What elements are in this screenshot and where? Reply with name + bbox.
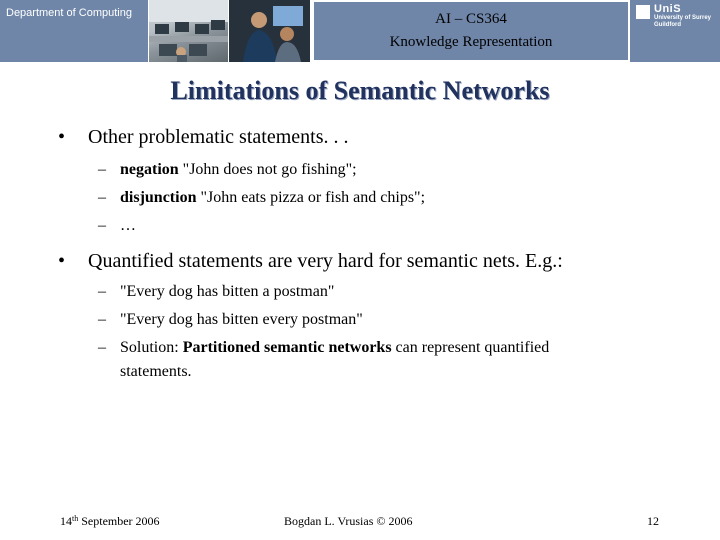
dash-icon: – bbox=[98, 189, 106, 206]
sub-bullet-text: statements. bbox=[120, 363, 192, 380]
logo-name-line2: Guildford bbox=[654, 22, 681, 28]
page-number: 12 bbox=[647, 514, 659, 528]
sub-bullet-text: "Every dog has bitten every postman" bbox=[120, 311, 363, 328]
dash-icon: – bbox=[98, 283, 106, 300]
sub-bullet-text: disjunction "John eats pizza or fish and chips"; bbox=[120, 189, 426, 206]
footer-date: 14th September 2006 bbox=[60, 514, 160, 528]
bullet-text: Quantified statements are very hard for semantic nets. E.g.: bbox=[88, 250, 563, 272]
bullet-dot-icon: • bbox=[58, 250, 66, 272]
sub-bullet-text: negation "John does not go fishing"; bbox=[120, 161, 357, 178]
logo-wordmark: UniS bbox=[654, 3, 682, 15]
dash-icon: – bbox=[98, 161, 106, 178]
department-banner bbox=[0, 0, 148, 62]
logo-name-line1: University of Surrey bbox=[654, 15, 712, 21]
computer-lab-photo bbox=[148, 0, 228, 62]
logo-inner bbox=[634, 3, 718, 33]
dash-icon: – bbox=[98, 311, 106, 328]
sub-bullet-text: … bbox=[120, 217, 136, 234]
students-image bbox=[229, 0, 310, 62]
course-code: AI – CS364 bbox=[435, 11, 507, 27]
sub-bullet-text: Solution: Partitioned semantic networks can represent quantified bbox=[120, 339, 550, 356]
slide-title: Limitations of Semantic Networks bbox=[170, 76, 550, 105]
shield-icon bbox=[636, 5, 650, 19]
computer-lab-image bbox=[149, 0, 228, 62]
dash-icon: – bbox=[98, 339, 106, 356]
slide-header bbox=[0, 0, 720, 62]
sub-bullet-text: "Every dog has bitten a postman" bbox=[120, 283, 335, 300]
course-subject: Knowledge Representation bbox=[389, 34, 553, 50]
logo-name bbox=[654, 15, 711, 29]
course-title-box bbox=[312, 0, 630, 62]
department-label: Department of Computing bbox=[6, 7, 132, 19]
university-logo bbox=[630, 0, 720, 62]
bullet-dot-icon: • bbox=[58, 126, 66, 148]
footer-author: Bogdan L. Vrusias © 2006 bbox=[284, 514, 413, 528]
dash-icon: – bbox=[98, 217, 106, 234]
bullet-text: Other problematic statements. . . bbox=[88, 126, 349, 148]
students-photo bbox=[228, 0, 310, 62]
